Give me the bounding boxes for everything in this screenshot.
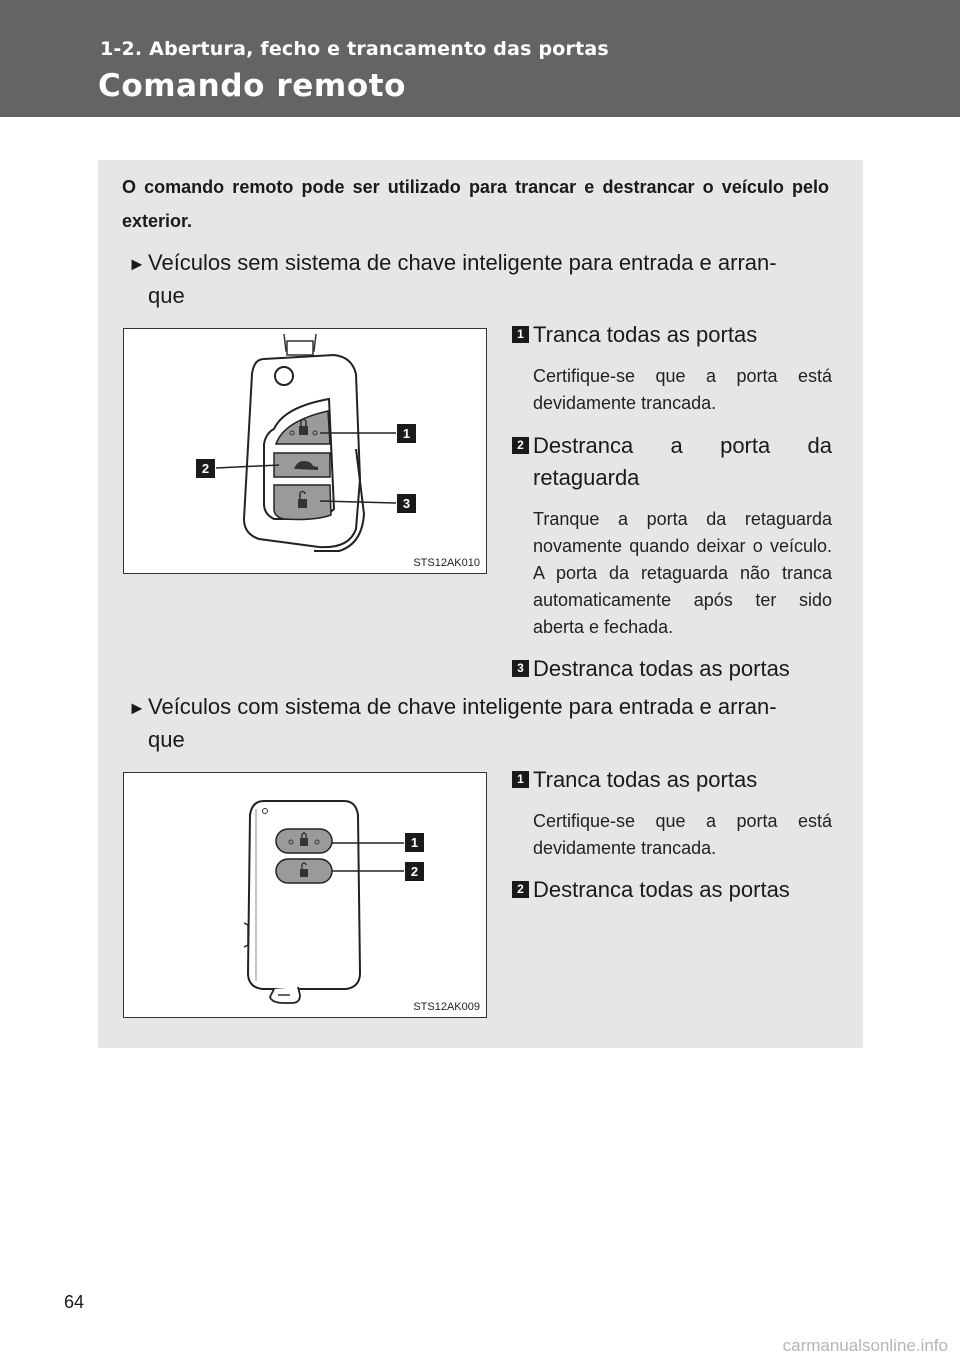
number-badge: 2 [512, 437, 529, 454]
number-badge: 3 [512, 660, 529, 677]
variant-heading-line: Veículos com sistema de chave inteligente para entrada e arran- [148, 694, 777, 719]
key-figure-flip-key [123, 328, 487, 574]
number-badge: 1 [512, 771, 529, 788]
section-title: 1-2. Abertura, fecho e trancamento das portas [100, 38, 609, 60]
number-badge: 1 [512, 326, 529, 343]
callout-2: 2 [196, 459, 215, 478]
page-title: Comando remoto [98, 68, 407, 104]
item-title: Tranca todas as portas [533, 767, 758, 792]
variant-heading-line: que [148, 283, 185, 308]
item-unlock-all-smart [512, 874, 832, 906]
figure-code: STS12AK009 [413, 1001, 480, 1013]
triangle-bullet-icon: ► [128, 254, 146, 274]
variant-heading-line: que [148, 727, 185, 752]
variant-heading-with-smart-key [128, 691, 833, 756]
smart-key-illustration [124, 773, 486, 1017]
intro-text: O comando remoto pode ser utilizado para trancar e destrancar o veículo pelo exterior. [122, 177, 829, 231]
callout-2: 2 [405, 862, 424, 881]
page-number: 64 [64, 1292, 85, 1312]
item-description: Certifique-se que a porta está devidamente trancada. [533, 811, 832, 858]
callout-1: 1 [405, 833, 424, 852]
triangle-bullet-icon: ► [128, 698, 146, 718]
key-figure-smart-key [123, 772, 487, 1018]
callout-1: 1 [397, 424, 416, 443]
item-title: Destranca todas as portas [533, 656, 790, 681]
item-title: Destranca a porta da retaguarda [533, 433, 832, 490]
page-header [0, 0, 960, 117]
item-description: Certifique-se que a porta está devidamente trancada. [533, 366, 832, 413]
item-title: Tranca todas as portas [533, 322, 758, 347]
figure-code: STS12AK010 [413, 557, 480, 569]
callout-3: 3 [397, 494, 416, 513]
item-unlock-all [512, 653, 832, 685]
variant-heading-line: Veículos sem sistema de chave inteligente para entrada e arran- [148, 250, 777, 275]
number-badge: 2 [512, 881, 529, 898]
flip-key-illustration [124, 329, 486, 573]
item-description: Tranque a porta da retaguarda novamente quando deixar o veículo. A porta da retaguarda não tranca automaticamente após ter sido aberta e fechada. [533, 509, 832, 637]
item-lock-all [512, 319, 832, 417]
variant-heading-without-smart-key [128, 247, 833, 312]
item-unlock-back-door [512, 430, 832, 641]
item-lock-all-smart [512, 764, 832, 862]
watermark: carmanualsonline.info [782, 1336, 948, 1355]
item-title: Destranca todas as portas [533, 877, 790, 902]
